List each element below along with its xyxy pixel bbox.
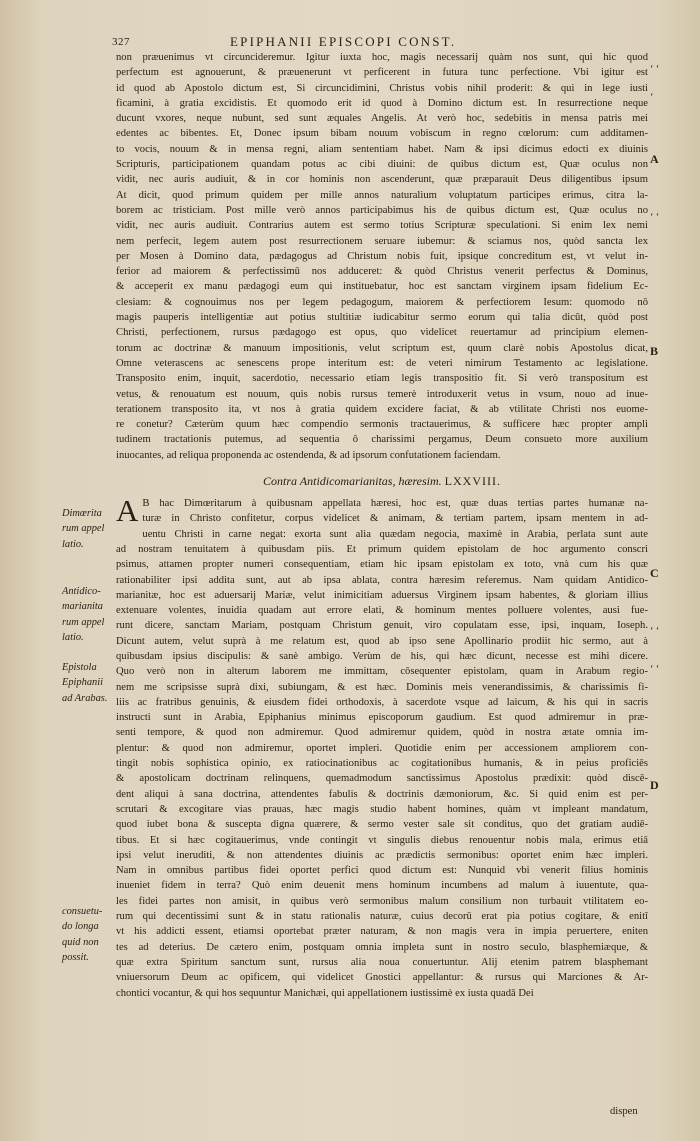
text-line	[116, 664, 648, 679]
folio-number: 327	[112, 36, 130, 48]
text-line	[116, 157, 648, 172]
text-line-content: extenuare volentes, inuidia quadam aut errore elati, & hominum mentes polluere volentes, ausi fue-	[116, 605, 648, 617]
text-line	[116, 279, 648, 294]
margin-note-antidico: Antidico- marianita rum appel latio.	[62, 586, 105, 643]
text-line	[116, 986, 648, 1001]
text-line-content: borem ac tristiciam. Post mille verò annos participabimus his de quibus dictum est, Quæ oculus no	[116, 204, 648, 216]
margin-mark: ‘	[650, 92, 654, 103]
text-line-content: rum qui decentissimi sunt & in statu rationalis naturæ, cuius decorū erat pia potius cogitare, & enitī	[116, 911, 648, 923]
text-line	[116, 218, 648, 233]
text-line-content: torum ac doctrinæ & manuum impositionis, velut scriptum est, quum clarè nobis Apostolus dicat,	[116, 342, 648, 354]
text-line	[116, 295, 648, 310]
text-line-content: vidit, nec auris audiuit, & in cor hominis non ascenderunt, quæ præparauit Deus diligentibus ipsum	[116, 174, 648, 186]
text-line-content: nem perfecit, legem autem post resurrectionem seruare iubemur: & sciamus nos, quòd sancta lex	[116, 235, 648, 247]
text-line	[116, 878, 648, 893]
text-line-content: tingit nobis sophistica opinio, ex ratiocinationibus ac cogitationibus humanis, & in peius proficiēs	[116, 758, 648, 770]
margin-mark: ‘ ‘	[650, 64, 660, 75]
text-line	[142, 511, 648, 526]
margin-note-epistola: Epistola Epiphanii ad Arabas.	[62, 662, 108, 704]
margin-letter-c: C	[650, 566, 659, 580]
text-line	[116, 695, 648, 710]
text-line-content: Transposito enim, inquit, sacerdotio, necessario etiam legis transpositio fit. Si verò transpositum est	[116, 373, 648, 385]
text-line-content: tes ad deterius. De cætero enim, postquam omnia impleta sunt in nostro seculo, blasphemiæque, &	[116, 941, 648, 953]
text-line-content: to vocis, nouum & in mensa regni, aliam sententiam habet. Nam & ipsi dicimus edocti ex diuinis	[116, 143, 648, 155]
text-line-content: vetus, & renouatum est nouum, quis nobis rursus temerè introduxerit vetus in vsum, nouo ad inue-	[116, 388, 648, 400]
text-line-content: per Mosen à Domino data, pædagogus ad Christum nobis fuit, ipsique concreditum est, vt velut in-	[116, 250, 648, 262]
text-line-content: terationem transposito ita, vt nos à gratia quidem excidere faciat, & ab vtilitate Christi nos euome-	[116, 403, 648, 415]
margin-letter-a: A	[650, 152, 659, 166]
text-line-content: quæ extra Spiritum sanctum sunt, rursus alia noua conuertuntur. Alij etenim patrem blasphemant	[116, 956, 648, 968]
text-line	[116, 557, 648, 572]
drop-capital: A	[116, 493, 139, 529]
text-line-content: Scripturis, participationem quandam potus ac cibi diuini: de quibus dictum est, Quæ oculus non	[116, 159, 648, 171]
text-line	[116, 111, 648, 126]
text-line	[116, 142, 648, 157]
text-line-content: tibus. Et si hæc cogitauerimus, vnde contingit vt singulis diebus renouentur nobis mala, erimus etiā	[116, 834, 648, 846]
text-line	[116, 618, 648, 633]
text-block-after	[116, 493, 648, 1001]
text-line-content: Omne veterascens ac senescens prope interitum est: de veteri nimirum Testamento ac legislatione.	[116, 357, 648, 369]
text-line-content: Christi, perfectionem, rursus pædagogo est opus, quo videlicet reuertamur ad principium elemen-	[116, 327, 648, 339]
text-line-content: ferior ad maiorem & perfectissimū nos adduceret: & quòd Christus venerit perfectus & Dominus,	[116, 266, 648, 278]
text-line-content: re conetur? Cæterùm quum hæc compendio sermonis tractauerimus, & sufficere hæc propter ampli	[116, 419, 648, 431]
text-line	[116, 203, 648, 218]
text-line	[116, 325, 648, 340]
text-line	[116, 909, 648, 924]
text-line-content: quibusdam ipsius discipulis: & sanè ambigo. Verùm de his, qui hæc dicunt, necesse est mihi dicere.	[116, 650, 648, 662]
margin-mark: ‘ ‘	[650, 626, 660, 637]
text-line-content: ficamini, à gratia excidistis. Et quomodo erit id quod à Domino dictum est. In resurrectione neque	[116, 97, 648, 109]
text-line-content: & acceperit ex manu pædagogi eum qui instituebatur, hoc est sanctam virginem ipsam fidelium Ec-	[116, 281, 648, 293]
text-line-content: vt his addicti essent, etiamsi oportebat præter naturam, & non magis vera in impia peruertere, eniten	[116, 926, 648, 938]
text-line-content: magis pauperis intelligentiæ aut potius stultitiæ iudicabitur sermo eorum qui talia dicūt, quòd post	[116, 312, 648, 324]
text-line-content: ducunt vxores, neque nubunt, sed sunt æquales Angelis. At verò hoc, sedebitis in mensa patris mei	[116, 113, 648, 125]
text-line	[116, 863, 648, 878]
text-line-content: vniuersorum Deum ac opificem, qui videlicet Gnostici appellantur: & rursus qui Marciones & Ar-	[116, 972, 648, 984]
text-line	[116, 710, 648, 725]
text-line-content: nem me scripsisse suprà dixi, subiungam, & est hæc. Dominis meis venerandissimis, & charissimis fi-	[116, 681, 648, 693]
text-line	[116, 81, 648, 96]
text-line	[116, 50, 648, 65]
text-line-content: instructi sunt in Arabia, Epiphanius minimus episcoporum gaudium. Est quod admiremur in præ-	[116, 712, 648, 724]
text-line-content: rationabiliter ipsi addita sunt, aut ab ipsa ablata, contra hæresim referemus. Nam quidam Antidico-	[116, 574, 648, 586]
text-line	[116, 417, 648, 432]
text-line	[116, 249, 648, 264]
text-line-content: id quod ab Apostolo dictum est, Si circuncidimini, Christus vobis nihil proderit: & qui in lege iusti	[116, 82, 648, 94]
text-line	[116, 371, 648, 386]
text-line	[116, 387, 648, 402]
text-line	[116, 573, 648, 588]
text-line	[116, 65, 648, 80]
text-line-content: Dicunt autem, velut suprà à me relatum est, quod ab ipso sene Apollinario prodiit hic sermo, aut à	[116, 635, 648, 647]
section-heading	[116, 468, 648, 494]
text-line	[116, 432, 648, 447]
text-line	[142, 496, 648, 511]
text-line	[116, 787, 648, 802]
body-text	[116, 50, 648, 1001]
margin-letter-b: B	[650, 344, 659, 358]
running-title: EPIPHANII EPISCOPI CONST.	[230, 34, 457, 49]
margin-letter-d: D	[650, 778, 659, 792]
text-line	[116, 310, 648, 325]
text-line	[116, 756, 648, 771]
text-line-content: liis ac fratribus genuinis, & eiusdem fidei orthodoxis, à sacerdote vsque ad laicum, & his qui in sacris	[116, 696, 648, 708]
text-line	[116, 356, 648, 371]
text-line-content: dent aliqui à sana doctrina, attendentes fabulis & doctrinis dæmoniorum, &c. Si quid enim est per-	[116, 788, 648, 800]
text-line-content: B hac Dimœritarum à quibusnam appellata hæresi, hoc est, quæ duas tertias partes humanæ na-	[142, 498, 648, 510]
text-line	[116, 970, 648, 985]
text-line	[116, 924, 648, 939]
margin-note-dimoerita: Dimœrita rum appel latio.	[62, 508, 105, 550]
text-line-content: clesiam: & cognouimus nos per legem pedagogum, maiorem & perfectiorem Iesum: quomodo nō	[116, 296, 648, 308]
text-line	[142, 527, 648, 542]
text-line-content: tudinem tractationis putemus, ad sequentia ô charissimi pergamus, Deum consueto more auxilium	[116, 434, 648, 446]
margin-mark: ‘ ‘	[650, 212, 660, 223]
margin-mark: ‘ ‘	[650, 664, 660, 675]
text-line-content: turæ in Christo confitetur, corpus videlicet & animam, & tertiam partem, ipsam mentem in ad-	[142, 513, 648, 525]
text-line	[116, 341, 648, 356]
text-line	[116, 848, 648, 863]
text-line	[116, 264, 648, 279]
text-line	[116, 188, 648, 203]
text-line-content: runt dicere, sanctam Mariam, postquam Christum genuit, viro copulatam esse, ipsi, inquam, Ioseph.	[116, 620, 648, 632]
text-line-content: uentu Christi in carne negat: exorta sunt alia quædam negocia, maximè in Arabia, perlata sunt aute	[142, 528, 648, 540]
text-line-content: At dicit, quod primum quidem per mille annos naturalium voluptatum participes erimus, citra la-	[116, 189, 648, 201]
text-line-content: inuocantes, ad reliqua proponenda ac ostendenda, & ad ipsorum confutationem faciendam.	[116, 449, 501, 461]
text-line-content: ipsi velut ineruditi, & non attendentes diuinis ac prædictis sermonibus: oportet enim hæc impleri.	[116, 849, 648, 861]
text-line	[116, 741, 648, 756]
text-line-content: edentes ac bibentes. Et, Donec ipsum bibam nouum vobiscum in regno cœlorum: cum additamen-	[116, 128, 648, 140]
text-line	[116, 234, 648, 249]
text-line	[116, 802, 648, 817]
text-line	[116, 940, 648, 955]
text-line-content: perfectum est agnouerunt, & præuenerunt vt perficerent in futura tunc perfectione. Vbi igitur est	[116, 67, 648, 79]
text-line-content: senti tempore, & quod non admiremur. Quod admiremur quidem, quòd in nostra ætate omnia im-	[116, 727, 648, 739]
text-line-content: ad nostram tenuitatem à quibusdam piis. Et primum quidem epistolam de hoc argumento conscri	[116, 543, 648, 555]
text-line-content: & apostolicam doctrinam relinquens, quemadmodum sanctissimus Apostolus prædixit: quòd discē-	[116, 773, 648, 785]
text-line	[116, 96, 648, 111]
text-line	[116, 833, 648, 848]
text-line	[116, 817, 648, 832]
text-line-content: chontici vocantur, & qui hos sequuntur Manichæi, qui appellationem iustissimè ex iusta quadā Dei	[116, 987, 534, 999]
text-line	[116, 402, 648, 417]
text-line-content: Quo verò non in alterum laborem me immittam, cōsequenter epistolam, quam in Arabum regio-	[116, 666, 648, 678]
text-line	[116, 448, 648, 463]
text-block-before	[116, 50, 648, 463]
text-line	[116, 680, 648, 695]
catchword: dispen	[610, 1106, 638, 1117]
text-line	[116, 894, 648, 909]
text-line-content: Nam in omnibus partibus fidei oportet perfici quod dictum est: Nunquid vbi venerit filius hominis	[116, 865, 648, 877]
text-line	[116, 588, 648, 603]
text-line	[116, 603, 648, 618]
text-line-content: scrutari & excogitare vias prauas, hæc magis studio habent homines, quàm vt impleant mandatum,	[116, 803, 648, 815]
text-line-content: vidit, nec auris audiuit. Contrarius autem est sermo totius Scripturæ speculationi. Si enim lex nemi	[116, 220, 648, 232]
section-number: LXXVIII.	[444, 474, 501, 489]
text-line-content: les fidei partes non amisit, in quibus verò sermonibus malum consilium non turbauit vtilitatem eo-	[116, 895, 648, 907]
text-line-content: plentur: & quod non admiremur, oportet impleri. Quotidie enim per accessionem ampliorem con-	[116, 742, 648, 754]
text-line	[116, 649, 648, 664]
text-line-content: psimus, attamen propter numeri consequentiam, etiam hic ipsam epistolam ex toto, vnà cum his quæ	[116, 559, 648, 571]
text-line	[116, 172, 648, 187]
text-line	[116, 955, 648, 970]
text-line	[116, 725, 648, 740]
text-line	[116, 126, 648, 141]
text-line-content: non præuenimus vt circuncideremur. Igitur iuxta hoc, magis necessarij quàm nos sunt, qui hic quod	[116, 52, 648, 63]
text-line-content: inueniet fidem in terra? Quò enim deuenit mens hominum incumbens ad malum à iuuentute, qua-	[116, 880, 648, 892]
section-title: Contra Antidicomarianitas, hæresim.	[262, 474, 442, 489]
text-line	[116, 542, 648, 557]
text-line	[116, 771, 648, 786]
text-line-content: quod iubet bona & suscepta digna quærere, & sermo vester sale sit conditus, quo det gratiam audiē-	[116, 819, 648, 831]
text-line-content: marianitæ, hoc est aduersarij Mariæ, velut inimicitiam aduersus Virginem ipsam habentes, & gloriam illius	[116, 589, 648, 601]
text-line	[116, 634, 648, 649]
margin-note-consuetudo: consuetu- do longa quid non possit.	[62, 906, 103, 963]
